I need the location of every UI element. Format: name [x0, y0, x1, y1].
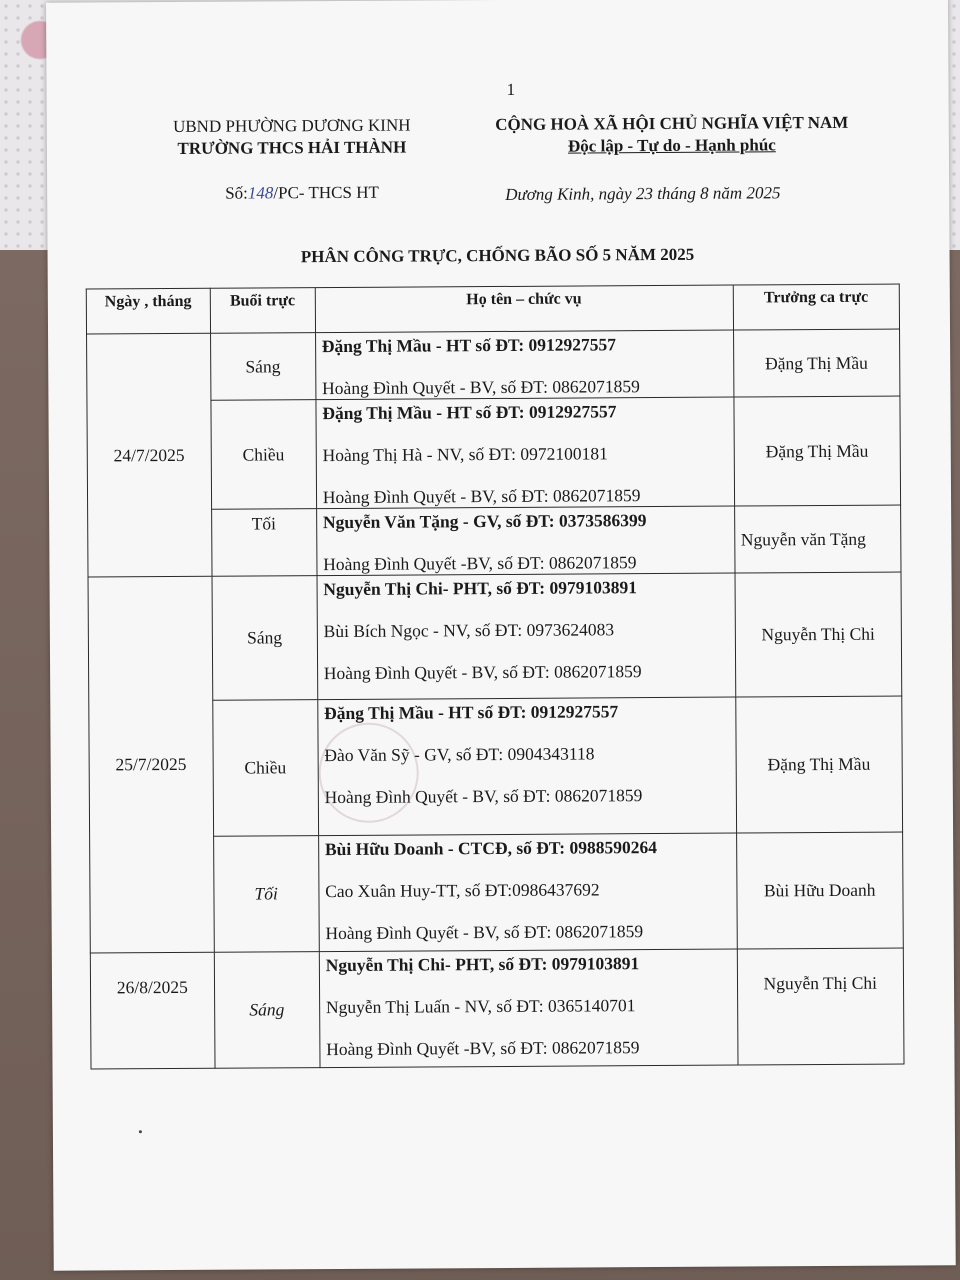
- duty-date-cell: 24/7/2025: [87, 333, 212, 577]
- doc-number-suffix: /PC- THCS HT: [273, 182, 379, 203]
- document-page: [46, 0, 956, 1271]
- national-motto: Độc lập - Tự do - Hạnh phúc: [567, 135, 776, 156]
- duty-lead-line: Đặng Thị Mầu - HT số ĐT: 0912927557: [322, 401, 617, 424]
- header-date: Ngày , tháng: [86, 288, 210, 334]
- table-row: [88, 572, 902, 701]
- duty-members-cell: [316, 506, 734, 576]
- table-row: [90, 948, 904, 1069]
- nation-name: CỘNG HOÀ XÃ HỘI CHỦ NGHĨA VIỆT NAM: [495, 112, 849, 135]
- duty-members-cell: [317, 573, 735, 700]
- duty-members-cell: [318, 697, 737, 836]
- header-session: Buổi trực: [210, 288, 315, 334]
- table-row: [87, 329, 900, 401]
- duty-members-cell: [319, 949, 737, 1068]
- duty-lead-line: Bùi Hữu Doanh - CTCĐ, số ĐT: 0988590264: [324, 837, 658, 860]
- header-leader: Trưởng ca trực: [733, 284, 900, 330]
- duty-member-line: Đào Văn Sỹ - GV, số ĐT: 0904343118: [324, 743, 595, 766]
- document-number: [225, 183, 379, 204]
- duty-member-line: Hoàng Đình Quyết - BV, số ĐT: 0862071859: [322, 376, 640, 399]
- session-cell: Tối: [213, 836, 319, 953]
- session-cell: Chiều: [211, 400, 317, 510]
- duty-lead-line: Đặng Thị Mầu - HT số ĐT: 0912927557: [321, 334, 617, 357]
- duty-lead-line: Đặng Thị Mầu - HT số ĐT: 0912927557: [324, 701, 619, 724]
- doc-number-handwritten: 148: [247, 183, 274, 203]
- ink-dot: [139, 1130, 142, 1133]
- shift-leader-cell: Nguyễn Thị Chi: [737, 948, 904, 1065]
- duty-lead-line: Nguyễn Thị Chi- PHT, số ĐT: 0979103891: [323, 577, 638, 600]
- duty-lead-line: Nguyễn Thị Chi- PHT, số ĐT: 0979103891: [325, 953, 640, 976]
- duty-date-cell: 25/7/2025: [88, 576, 214, 953]
- shift-leader-cell: Đặng Thị Mầu: [733, 396, 900, 506]
- duty-member-line: Hoàng Đình Quyết - BV, số ĐT: 0862071859: [322, 485, 641, 508]
- duty-member-line: Hoàng Đình Quyết - BV, số ĐT: 0862071859: [323, 661, 642, 684]
- session-cell: Chiều: [212, 700, 318, 837]
- document-date: Dương Kinh, ngày 23 tháng 8 năm 2025: [505, 183, 781, 204]
- session-cell: Tối: [211, 509, 317, 577]
- school-name: TRƯỜNG THCS HẢI THÀNH: [177, 137, 407, 158]
- duty-member-line: Cao Xuân Huy-TT, số ĐT:0986437692: [325, 879, 600, 902]
- duty-member-line: Hoàng Đình Quyết - BV, số ĐT: 0862071859: [325, 921, 644, 944]
- duty-member-line: Hoàng Thị Hà - NV, số ĐT: 0972100181: [322, 443, 608, 466]
- duty-members-cell: [315, 330, 733, 400]
- duty-member-line: Nguyễn Thị Luấn - NV, số ĐT: 0365140701: [325, 995, 636, 1018]
- duty-table-body: [87, 329, 904, 1069]
- duty-lead-line: Nguyễn Văn Tặng - GV, số ĐT: 0373586399: [322, 510, 647, 533]
- duty-members-cell: [316, 397, 734, 509]
- header-names: Họ tên – chức vụ: [315, 285, 733, 333]
- page-number: 1: [506, 79, 516, 99]
- session-cell: Sáng: [210, 333, 316, 401]
- duty-members-cell: [318, 833, 736, 952]
- authority-name: UBND PHƯỜNG DƯƠNG KINH: [172, 115, 411, 136]
- header-left: [147, 114, 437, 160]
- duty-member-line: Hoàng Đình Quyết -BV, số ĐT: 0862071859: [323, 552, 637, 575]
- session-cell: Sáng: [212, 576, 318, 701]
- document-title: PHÂN CÔNG TRỰC, CHỐNG BÃO SỐ 5 NĂM 2025: [300, 244, 695, 267]
- duty-member-line: Hoàng Đình Quyết - BV, số ĐT: 0862071859: [324, 785, 643, 808]
- shift-leader-cell: Đặng Thị Mầu: [733, 329, 900, 397]
- shift-leader-cell: Đặng Thị Mầu: [735, 696, 902, 833]
- shift-leader-cell: Nguyễn Thị Chi: [735, 572, 902, 697]
- duty-member-line: Bùi Bích Ngọc - NV, số ĐT: 0973624083: [323, 619, 615, 642]
- duty-member-line: Hoàng Đình Quyết -BV, số ĐT: 0862071859: [326, 1037, 640, 1060]
- table-header-row: [86, 284, 899, 334]
- shift-leader-cell: Nguyễn văn Tặng: [734, 505, 901, 573]
- duty-date-cell: 26/8/2025: [90, 952, 214, 1069]
- doc-number-prefix: Số:: [225, 183, 248, 203]
- header-right: [452, 112, 892, 159]
- session-cell: Sáng: [214, 952, 320, 1069]
- duty-schedule-table: [86, 284, 905, 1070]
- shift-leader-cell: Bùi Hữu Doanh: [736, 832, 903, 949]
